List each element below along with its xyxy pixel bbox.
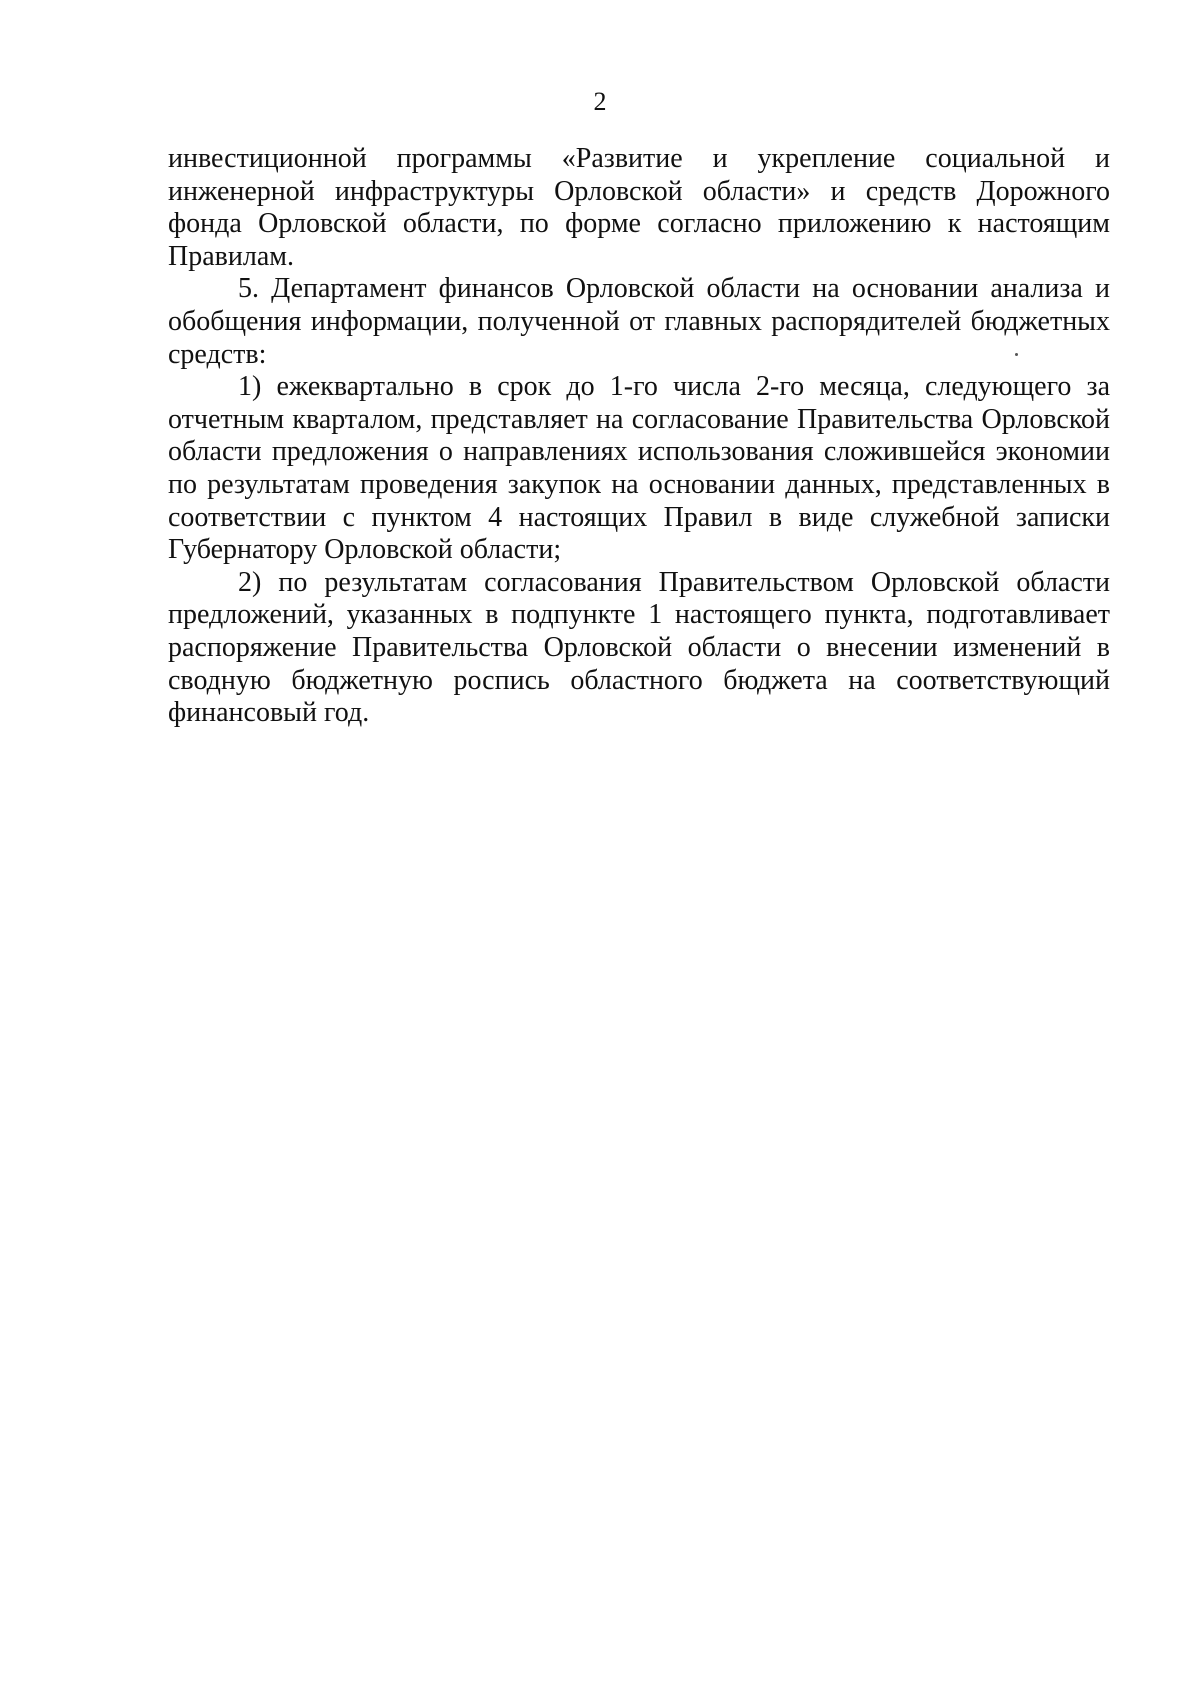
page-number: 2 <box>593 87 607 116</box>
paragraph-subitem-2: 2) по результатам согласования Правительством Орловской области предложений, указанных в подпункте 1 настоящего пункта, подготавливает распоряжение Правительства Орловской области о внесении изменений в сводную бюджетную роспись областного бюджета на соответствующий финансовый год. <box>168 566 1110 729</box>
paragraph-continuation: инвестиционной программы «Развитие и укрепление социальной и инженерной инфраструктуры Орловской области» и средств Дорожного фонда Орловской области, по форме согласно приложению к настоящим Правилам. <box>168 143 1110 272</box>
paragraph-subitem-1: 1) ежеквартально в срок до 1-го числа 2-го месяца, следующего за отчетным кварталом, представляет на согласование Правительства Орловской области предложения о направлениях использования сложившейся экономии по результатам проведения закупок на основании данных, представленных в соответствии с пунктом 4 настоящих Правил в виде служебной записки Губернатору Орловской области; <box>168 371 1110 566</box>
paragraph-item-5: 5. Департамент финансов Орловской области на основании анализа и обобщения информации, полученной от главных распорядителей бюджетных средств: <box>168 273 1110 370</box>
scan-speck <box>1015 353 1018 356</box>
document-body <box>168 143 1110 730</box>
